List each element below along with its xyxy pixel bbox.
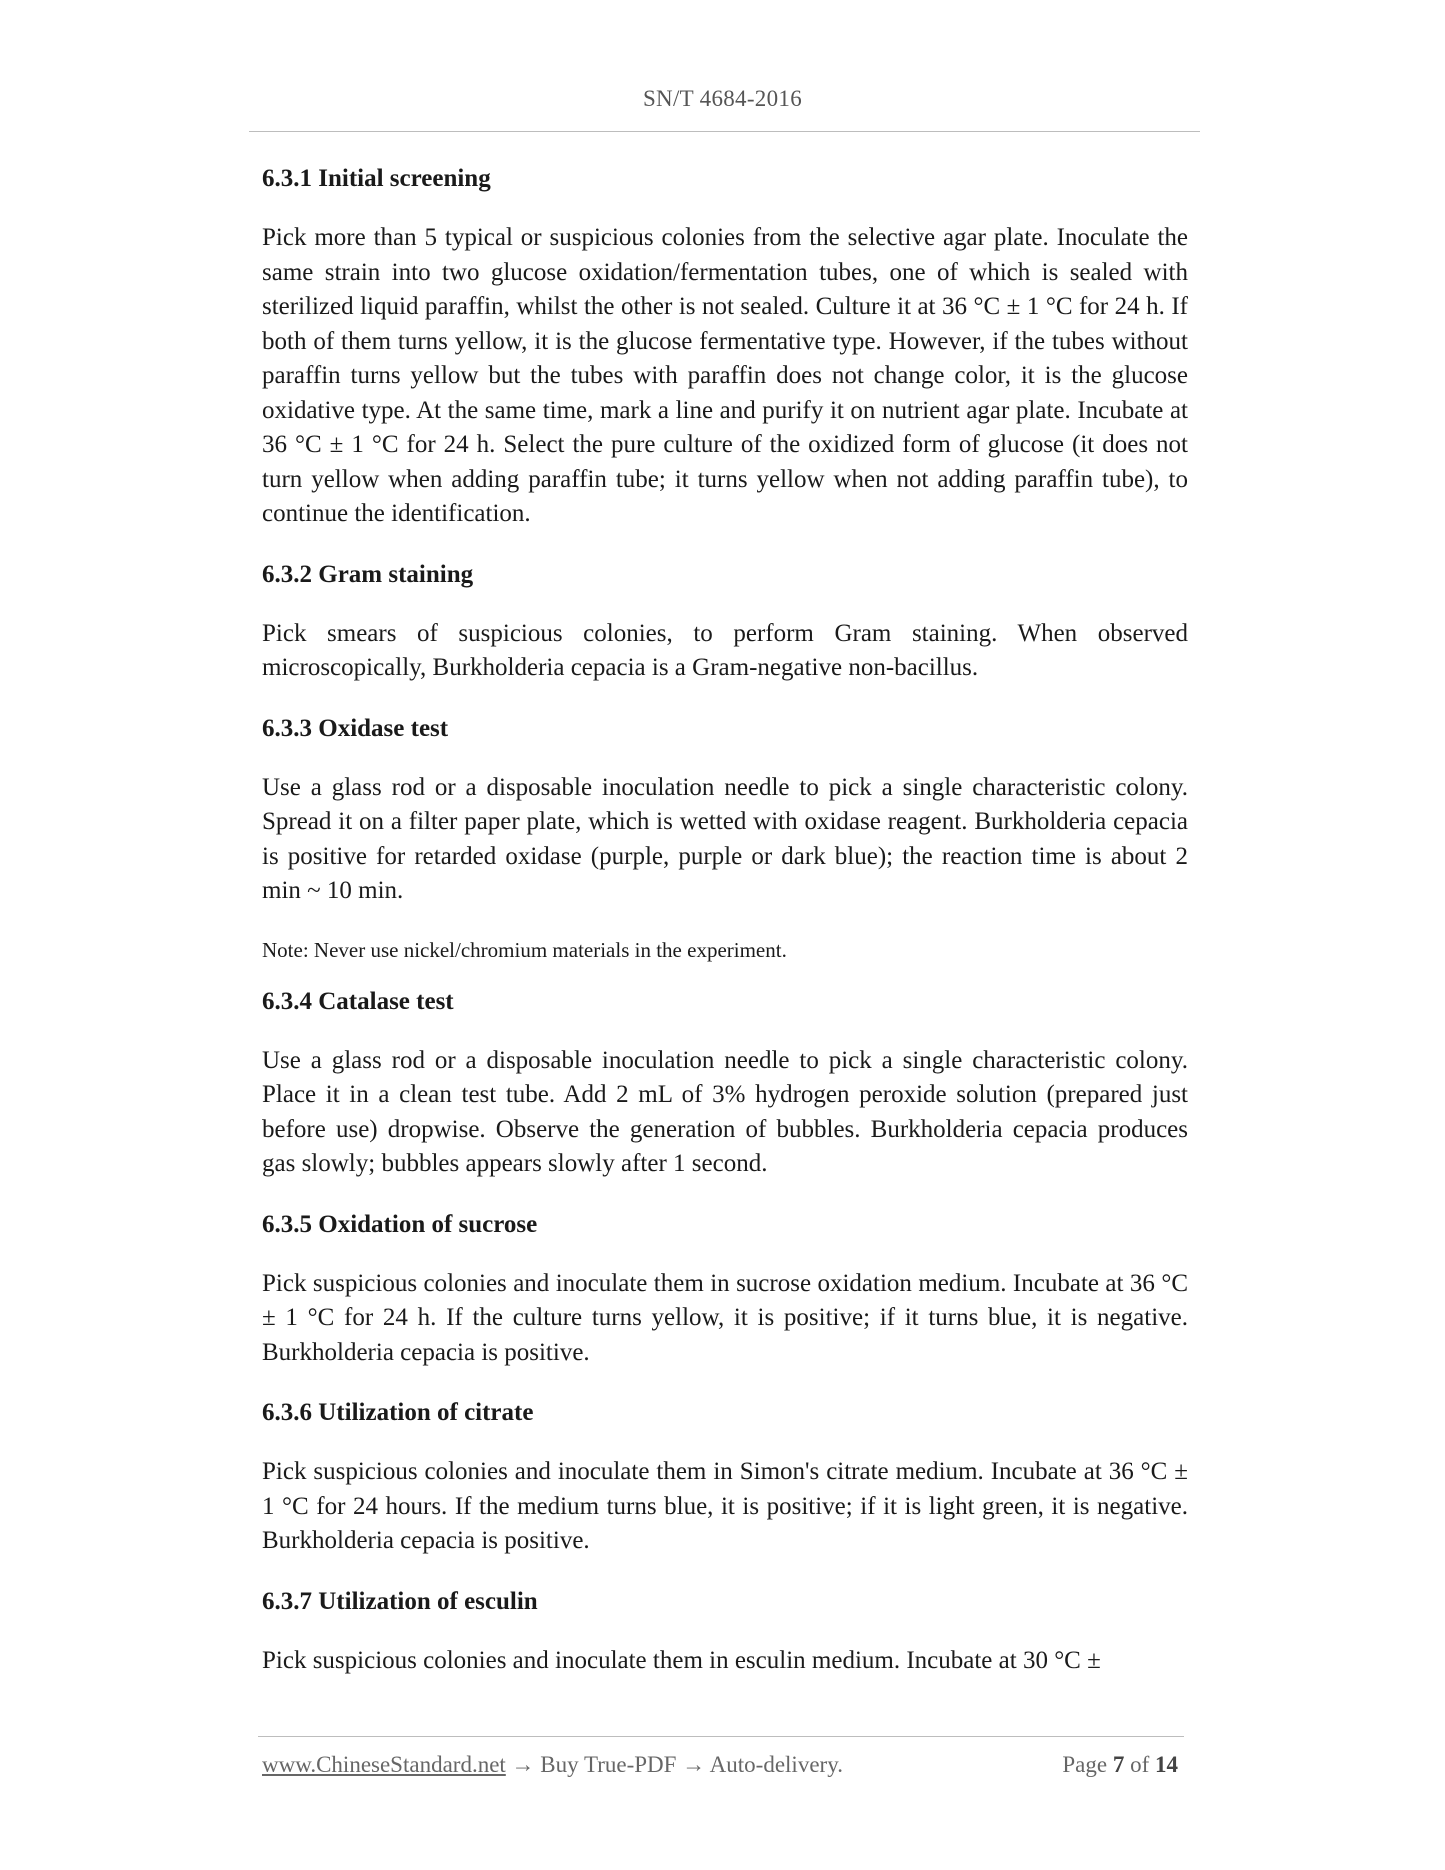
section-title: 6.3.6 Utilization of citrate [262,1399,534,1426]
section-paragraph: Pick suspicious colonies and inoculate them in sucrose oxidation medium. Incubate at 36 °C ± 1 °C for 24 h. If the culture turns yellow, it is positive; if it turns blue, it is negative. Burkholderia cepacia is positive. [262,1269,1188,1366]
arrow-right-icon: → [682,1752,706,1777]
section-title: 6.3.2 Gram staining [262,560,474,588]
section-paragraph: Pick smears of suspicious colonies, to perform Gram staining. When observed microscopically, Burkholderia cepacia is a Gram-negative non-bacillus. [262,619,1188,681]
buy-pdf-text: Buy True-PDF [540,1752,677,1777]
website-link[interactable]: www.ChineseStandard.net [262,1752,506,1777]
total-pages: 14 [1155,1752,1178,1777]
section-paragraph: Pick more than 5 typical or suspicious colonies from the selective agar plate. Inoculate the same strain into two glucose oxidation/fermentation tubes, one of which is sealed with sterilized liquid paraffin, whilst the other is not sealed. Culture it at 36 °C ± 1 °C for 24 h. If both of them turns yellow, it is the glucose fermentative type. However, if the tubes without paraffin turns yellow but the tubes with paraffin does not change color, it is the glucose oxidative type. At the same time, mark a line and purify it on nutrient agar plate. Incubate at 36 °C ± 1 °C for 24 h. Select the pure culture of the oxidized form of glucose (it does not turn yellow when adding paraffin tube; it turns yellow when not adding paraffin tube), to continue the identification. [262,224,1188,527]
section-title: 6.3.1 Initial screening [262,165,491,192]
section-paragraph: Use a glass rod or a disposable inoculation needle to pick a single characteristic colony. Spread it on a filter paper plate, which is wetted with oxidase reagent. Burkholderia cepacia is positive for retarded oxidase (purple, purple or dark blue); the reaction time is about 2 min ~ 10 min. [262,773,1188,904]
document-header: SN/T 4684-2016 [642,86,803,111]
page-number [1062,1752,1178,1778]
auto-delivery-text: Auto-delivery. [709,1752,843,1777]
of-label: of [1130,1752,1150,1777]
header-divider [249,131,1200,132]
page-label: Page [1062,1752,1108,1777]
footer-divider [258,1736,1184,1737]
section-paragraph: Use a glass rod or a disposable inoculation needle to pick a single characteristic colony. Place it in a clean test tube. Add 2 mL of 3% hydrogen peroxide solution (prepared just before use) dropwise. Observe the generation of bubbles. Burkholderia cepacia produces gas slowly; bubbles appears slowly after 1 second. [262,1046,1188,1177]
page-footer [262,1752,1178,1786]
section-paragraph: Pick suspicious colonies and inoculate them in Simon's citrate medium. Incubate at 36 °C ± 1 °C for 24 hours. If the medium turns blue, it is positive; if it is light green, it is negative. Burkholderia cepacia is positive. [262,1458,1188,1554]
section-title: 6.3.7 Utilization of esculin [262,1587,538,1615]
arrow-right-icon: → [511,1752,535,1777]
section-paragraph: Pick suspicious colonies and inoculate them in esculin medium. Incubate at 30 °C ± [262,1646,1101,1674]
current-page: 7 [1112,1752,1125,1777]
section-title: 6.3.4 Catalase test [262,987,454,1015]
section-title: 6.3.5 Oxidation of sucrose [262,1210,538,1238]
document-body [262,150,1188,1704]
section-note: Note: Never use nickel/chromium materials in the experiment. [262,937,787,962]
section-title: 6.3.3 Oxidase test [262,714,449,742]
footer-promo [262,1752,843,1778]
